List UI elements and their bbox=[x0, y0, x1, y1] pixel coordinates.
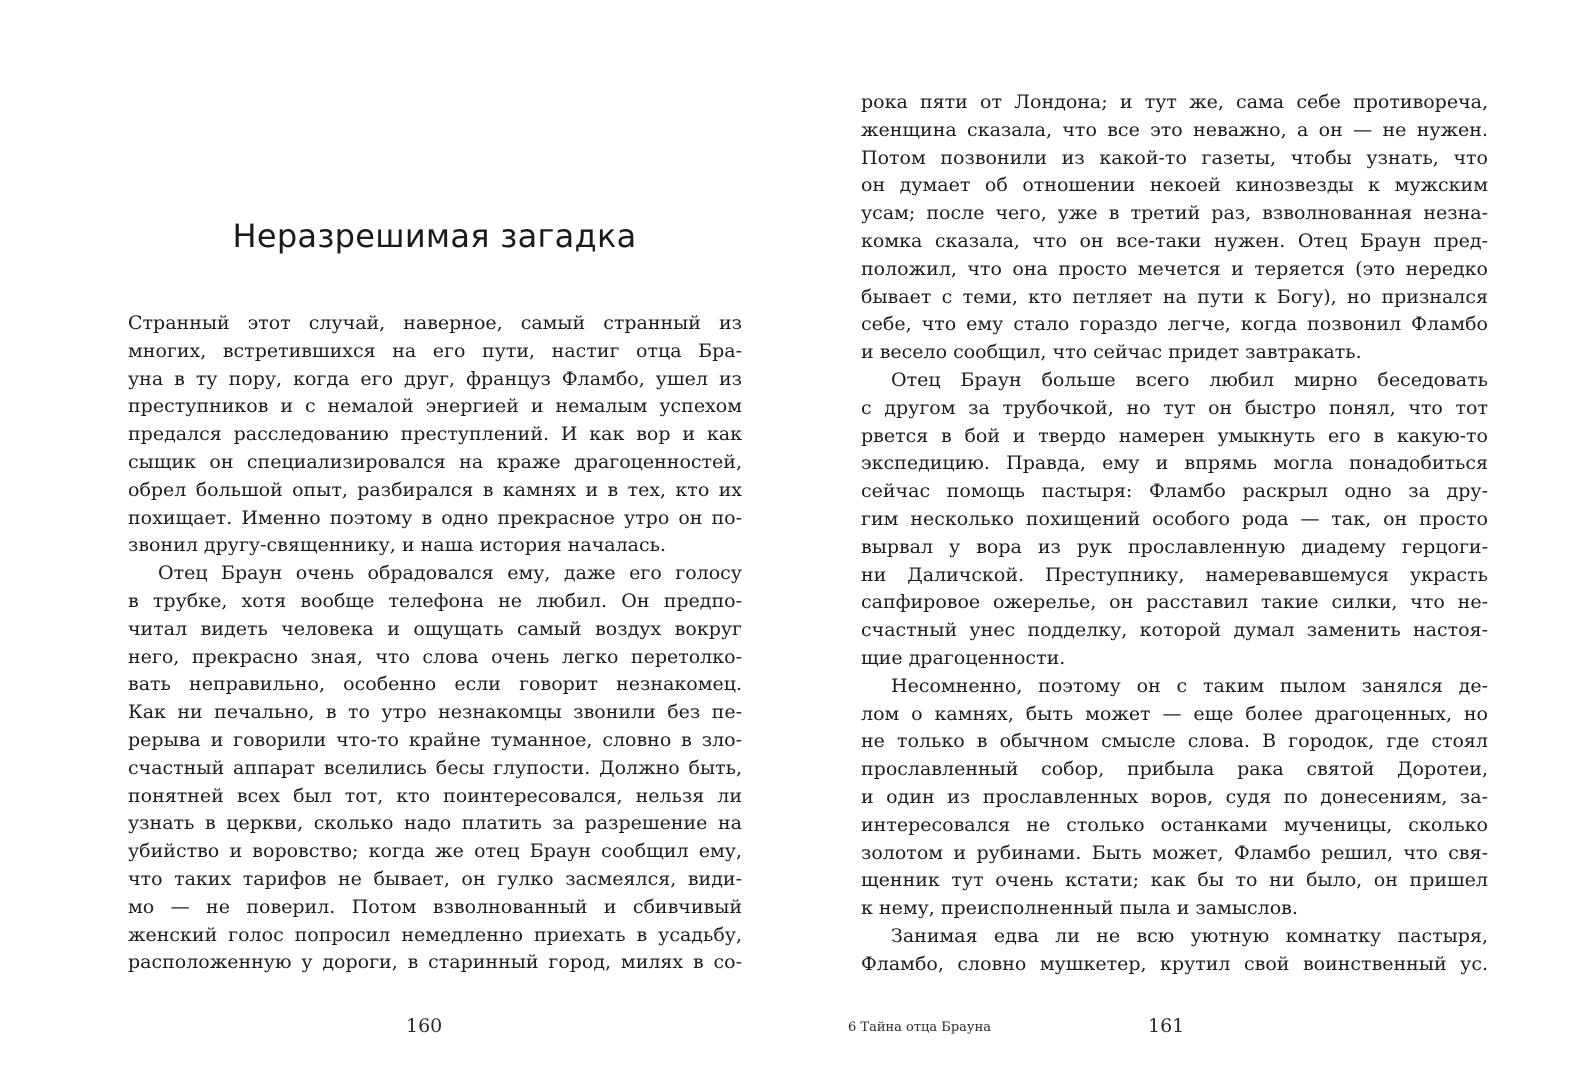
text-line: многих, встретившихся на его пути, настиг отца Бра- bbox=[128, 339, 742, 362]
text-line: узнать в церкви, сколько надо платить за разрешение на bbox=[128, 812, 742, 835]
text-line: счастный унес подделку, которой думал заменить настоя- bbox=[861, 619, 1488, 642]
text-line: он думает об отношении некоей кинозвезды к мужским bbox=[861, 174, 1488, 197]
left-page-text bbox=[128, 310, 742, 977]
text-line: сапфировое ожерелье, он расставил такие силки, что не- bbox=[861, 591, 1488, 614]
text-line: что таких тарифов не бывает, он гулко засмеялся, види- bbox=[128, 867, 742, 890]
text-line: рока пяти от Лондона; и тут же, сама себе противореча, bbox=[861, 91, 1488, 113]
text-line: Занимая едва ли не всю уютную комнатку пастыря, bbox=[891, 924, 1488, 947]
text-line: с другом за трубочкой, но тут он быстро понял, что тот bbox=[861, 396, 1488, 419]
text-line: не только в обычном смысле слова. В городок, где стоял bbox=[861, 730, 1488, 753]
text-line: экспедицию. Правда, ему и впрямь могла понадобиться bbox=[861, 452, 1488, 475]
text-line: Отец Браун очень обрадовался ему, даже его голосу bbox=[158, 562, 742, 585]
text-line: усам; после чего, уже в третий раз, взволнованная незна- bbox=[861, 202, 1488, 225]
text-line: ни Даличской. Преступнику, намеревавшемуся украсть bbox=[861, 563, 1488, 586]
text-line: к нему, преисполненный пыла и замыслов. bbox=[861, 897, 1298, 920]
text-line: Странный этот случай, наверное, самый странный из bbox=[128, 312, 742, 334]
text-line: женщина сказала, что все это неважно, а он — не нужен. bbox=[861, 118, 1488, 141]
text-line: золотом и рубинами. Быть может, Фламбо решил, что свя- bbox=[861, 841, 1488, 864]
text-line: убийство и воровство; когда же отец Браун сообщил ему, bbox=[128, 840, 742, 863]
text-line: похищает. Именно поэтому в одно прекрасное утро он по- bbox=[128, 506, 742, 529]
right-page-text bbox=[861, 89, 1488, 979]
text-line: обрел большой опыт, разбирался в камнях и в тех, кто их bbox=[128, 478, 742, 501]
text-line: положил, что она просто мечется и теряется (это нередко bbox=[861, 257, 1488, 280]
text-line: звонил другу-священнику, и наша история началась. bbox=[128, 534, 667, 557]
text-line: вырвал у вора из рук прославленную диадему герцоги- bbox=[861, 535, 1488, 558]
text-line: сыщик он специализировался на краже драгоценностей, bbox=[128, 450, 742, 473]
text-line: гим несколько похищений особого рода — так, он просто bbox=[861, 507, 1488, 530]
text-line: Отец Браун больше всего любил мирно беседовать bbox=[891, 368, 1488, 391]
text-line: рерыва и говорили что-то крайне туманное, словно в зло- bbox=[128, 728, 742, 751]
text-line: понятней всех был тот, кто поинтересовался, нельзя ли bbox=[128, 784, 742, 807]
text-line: щие драгоценности. bbox=[861, 646, 1066, 669]
text-line: преступников и с немалой энергией и немалым успехом bbox=[128, 395, 742, 418]
text-line: щенник тут очень кстати; как бы то ни было, он пришел bbox=[861, 869, 1488, 892]
text-line: сейчас помощь пастыря: Фламбо раскрыл одно за дру- bbox=[861, 480, 1488, 503]
text-line: и один из прославленных воров, судя по донесениям, за- bbox=[861, 785, 1488, 808]
page-number: 161 bbox=[1148, 1015, 1185, 1037]
text-line: Как ни печально, в то утро незнакомцы звонили без пе- bbox=[128, 701, 742, 724]
text-line: счастный аппарат вселились бесы глупости. Должно быть, bbox=[128, 756, 742, 779]
text-line: мо — не поверил. Потом взволнованный и сбивчивый bbox=[128, 895, 742, 918]
text-line: в трубке, хотя вообще телефона не любил. Он предпо- bbox=[128, 589, 742, 612]
text-line: комка сказала, что он все-таки нужен. Отец Браун пред- bbox=[861, 229, 1488, 252]
text-line: лом о камнях, быть может — еще более драгоценных, но bbox=[861, 702, 1488, 725]
text-line: вать неправильно, особенно если говорит незнакомец. bbox=[128, 673, 742, 696]
text-line: женский голос попросил немедленно приехать в усадьбу, bbox=[128, 923, 742, 946]
text-line: себе, что ему стало гораздо легче, когда позвонил Фламбо bbox=[861, 313, 1488, 336]
text-line: рвется в бой и твердо намерен умыкнуть его в какую-то bbox=[861, 424, 1488, 447]
right-page bbox=[790, 0, 1579, 1080]
text-line: Несомненно, поэтому он с таким пылом занялся де- bbox=[891, 674, 1488, 697]
text-line: Потом позвонили из какой-то газеты, чтобы узнать, что bbox=[861, 146, 1488, 169]
page-number: 160 bbox=[406, 1015, 443, 1037]
text-line: Фламбо, словно мушкетер, крутил свой воинственный ус. bbox=[861, 952, 1488, 975]
text-line: него, прекрасно зная, что слова очень легко перетолко- bbox=[128, 645, 742, 668]
text-line: и весело сообщил, что сейчас придет завтракать. bbox=[861, 341, 1362, 364]
text-line: читал видеть человека и ощущать самый воздух вокруг bbox=[128, 617, 742, 640]
text-line: прославленный собор, прибыла рака святой Доротеи, bbox=[861, 758, 1488, 781]
text-line: бывает с теми, кто петляет на пути к Богу), но признался bbox=[861, 285, 1488, 308]
chapter-title: Неразрешимая загадка bbox=[232, 217, 637, 255]
text-line: расположенную у дороги, в старинный город, милях в со- bbox=[128, 951, 742, 974]
signature-mark: 6 Тайна отца Брауна bbox=[848, 1020, 991, 1035]
text-line: интересовался не столько останками мученицы, сколько bbox=[861, 813, 1488, 836]
text-line: уна в ту пору, когда его друг, француз Фламбо, ушел из bbox=[128, 367, 742, 390]
text-line: предался расследованию преступлений. И как вор и как bbox=[128, 423, 742, 446]
